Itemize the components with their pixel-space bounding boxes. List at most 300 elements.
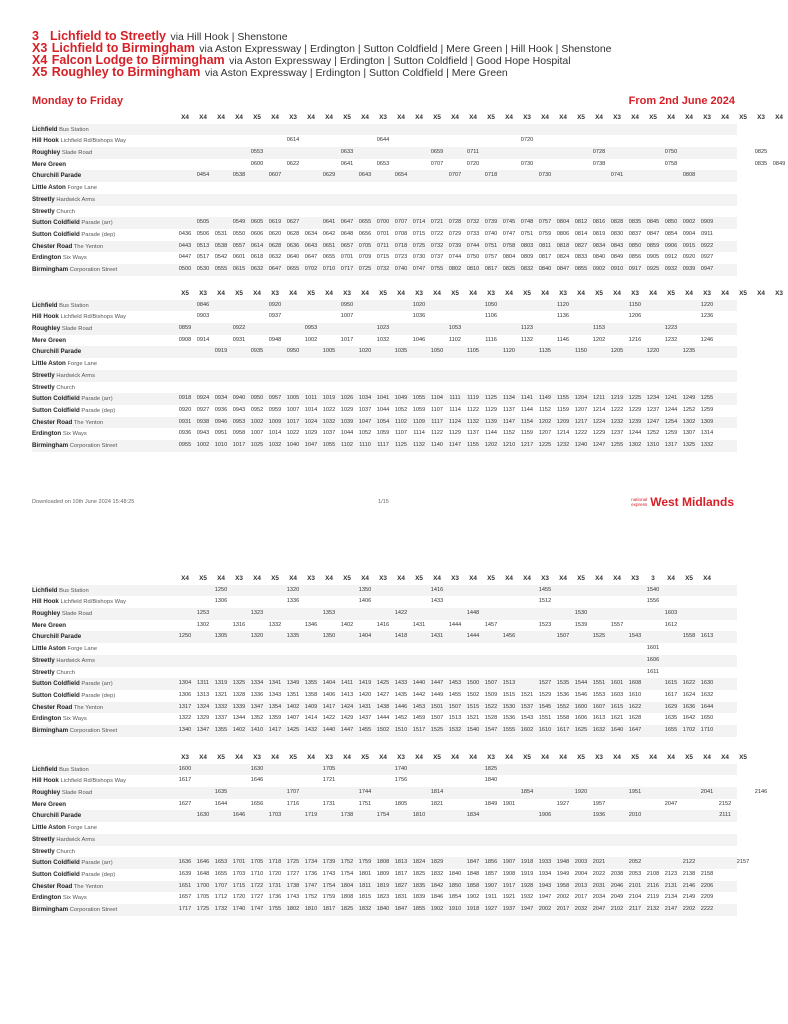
time-cell: 1814 xyxy=(430,789,444,796)
time-cell: 1934 xyxy=(538,870,552,877)
stop-sub-name: Slade Road xyxy=(61,790,93,797)
time-cell: 1137 xyxy=(502,406,516,413)
time-cell: 0748 xyxy=(520,219,534,226)
route-header-cell: X4 xyxy=(253,290,261,297)
route-header-cell: X5 xyxy=(577,575,585,582)
time-cell: 0506 xyxy=(196,230,210,237)
time-cell: 0943 xyxy=(196,430,210,437)
time-cell: 1229 xyxy=(628,406,642,413)
timetable-row xyxy=(32,194,737,206)
time-cell: 0747 xyxy=(502,230,516,237)
time-cell: 2108 xyxy=(646,870,660,877)
time-cell: 0628 xyxy=(268,242,282,249)
time-cell: 1447 xyxy=(430,680,444,687)
route-header-cell: X5 xyxy=(271,575,279,582)
route-header-cell: X5 xyxy=(343,114,351,121)
time-cell: 1635 xyxy=(214,789,228,796)
time-cell: 0817 xyxy=(538,254,552,261)
route-header-cell: X5 xyxy=(433,754,441,761)
time-cell: 0550 xyxy=(232,230,246,237)
time-cell: 1710 xyxy=(250,870,264,877)
time-cell: 1448 xyxy=(466,610,480,617)
time-cell: 0730 xyxy=(538,172,552,179)
time-cell: 1556 xyxy=(646,598,660,605)
time-cell: 1433 xyxy=(394,680,408,687)
time-cell: 1029 xyxy=(304,430,318,437)
time-cell: 1353 xyxy=(322,610,336,617)
time-cell: 1239 xyxy=(628,418,642,425)
stop-main-name: Erdington xyxy=(32,254,62,262)
time-cell: 1055 xyxy=(322,441,336,448)
time-cell: 1630 xyxy=(700,680,714,687)
time-cell: 2138 xyxy=(682,870,696,877)
time-cell: 1817 xyxy=(394,870,408,877)
time-cell: 0837 xyxy=(628,230,642,237)
time-cell: 1249 xyxy=(682,395,696,402)
stop-main-name: Sutton Coldfield xyxy=(32,680,80,688)
time-cell: 1420 xyxy=(358,691,372,698)
time-cell: 1040 xyxy=(286,441,300,448)
time-cell: 1404 xyxy=(322,680,336,687)
time-cell: 0714 xyxy=(412,219,426,226)
time-cell: 1615 xyxy=(610,703,624,710)
time-cell: 1032 xyxy=(322,418,336,425)
time-cell: 1433 xyxy=(430,598,444,605)
time-cell: 1352 xyxy=(250,715,264,722)
route-header-cell: X3 xyxy=(757,114,765,121)
time-cell: 1237 xyxy=(610,430,624,437)
time-cell: 0655 xyxy=(358,219,372,226)
time-cell: 1419 xyxy=(358,680,372,687)
time-cell: 0707 xyxy=(430,160,444,167)
time-cell: 1351 xyxy=(286,691,300,698)
timetable-row xyxy=(32,690,737,702)
route-header-cell: X4 xyxy=(541,290,549,297)
time-cell: 0847 xyxy=(556,265,570,272)
time-cell: 1125 xyxy=(484,395,498,402)
route-header-cell: X3 xyxy=(235,575,243,582)
time-cell: 1725 xyxy=(196,905,210,912)
stop-main-name: Streetly xyxy=(32,835,55,843)
time-cell: 1416 xyxy=(430,586,444,593)
time-cell: 0747 xyxy=(412,265,426,272)
stop-main-name: Roughley xyxy=(32,789,61,797)
time-cell: 0951 xyxy=(214,430,228,437)
time-cell: 1237 xyxy=(646,406,660,413)
time-cell: 1205 xyxy=(610,348,624,355)
stop-sub-name: Forge Lane xyxy=(67,825,98,832)
time-cell: 1246 xyxy=(700,336,714,343)
time-cell: 1710 xyxy=(700,726,714,733)
time-cell: 1446 xyxy=(394,703,408,710)
route-header-cell: X4 xyxy=(397,290,405,297)
time-cell: 0915 xyxy=(682,242,696,249)
time-cell: 0642 xyxy=(322,230,336,237)
timetable-table-2 xyxy=(32,288,783,452)
time-cell: 2017 xyxy=(556,905,570,912)
time-cell: 0607 xyxy=(268,172,282,179)
time-cell: 1359 xyxy=(268,715,282,722)
time-cell: 0849 xyxy=(610,254,624,261)
time-cell: 1102 xyxy=(394,418,408,425)
time-cell: 0531 xyxy=(214,230,228,237)
time-cell: 1927 xyxy=(556,800,570,807)
route-via: via Aston Expressway | Erdington | Sutton Coldfield | Mere Green xyxy=(204,67,508,79)
time-cell: 1943 xyxy=(538,882,552,889)
stop-sub-name: Six Ways xyxy=(62,431,87,438)
time-cell: 0615 xyxy=(232,265,246,272)
time-cell: 1727 xyxy=(250,894,264,901)
timetable-table-1 xyxy=(32,112,786,276)
time-cell: 1253 xyxy=(196,610,210,617)
time-cell: 0629 xyxy=(322,172,336,179)
time-cell: 0950 xyxy=(250,395,264,402)
stop-sub-name: Six Ways xyxy=(62,895,87,902)
route-name: Roughley to Birmingham xyxy=(51,65,201,79)
stop-main-name: Churchill Parade xyxy=(32,633,82,641)
time-cell: 1402 xyxy=(232,726,246,733)
time-cell: 1850 xyxy=(448,882,462,889)
route-header-cell: X4 xyxy=(361,575,369,582)
stop-sub-name: Corporation Street xyxy=(69,727,118,734)
time-cell: 0819 xyxy=(592,230,606,237)
time-cell: 1244 xyxy=(628,430,642,437)
time-cell: 1328 xyxy=(232,691,246,698)
time-cell: 0755 xyxy=(430,265,444,272)
time-cell: 0606 xyxy=(250,230,264,237)
time-cell: 1731 xyxy=(322,800,336,807)
time-cell: 0530 xyxy=(196,265,210,272)
time-cell: 1123 xyxy=(520,325,534,332)
time-cell: 1453 xyxy=(412,703,426,710)
time-cell: 1921 xyxy=(502,894,516,901)
time-cell: 0759 xyxy=(538,230,552,237)
time-cell: 1431 xyxy=(412,621,426,628)
time-cell: 1424 xyxy=(340,703,354,710)
route-header-cell: X4 xyxy=(541,754,549,761)
time-cell: 0850 xyxy=(628,242,642,249)
timetable-row xyxy=(32,311,737,323)
route-header-cell: X4 xyxy=(721,290,729,297)
stop-name xyxy=(32,904,117,917)
time-cell: 0937 xyxy=(268,313,282,320)
time-cell: 1543 xyxy=(520,715,534,722)
route-header-cell: X4 xyxy=(181,114,189,121)
time-cell: 2021 xyxy=(592,859,606,866)
time-cell: 0557 xyxy=(232,242,246,249)
time-cell: 1527 xyxy=(538,680,552,687)
route-header-cell: X4 xyxy=(397,575,405,582)
time-cell: 0632 xyxy=(250,265,264,272)
time-cell: 1007 xyxy=(250,430,264,437)
time-cell: 1947 xyxy=(538,894,552,901)
time-cell: 1204 xyxy=(574,395,588,402)
route-header-cell: X5 xyxy=(415,575,423,582)
time-cell: 0654 xyxy=(394,172,408,179)
time-cell: 1500 xyxy=(466,680,480,687)
time-cell: 1840 xyxy=(376,905,390,912)
route-header-cell: X5 xyxy=(649,114,657,121)
time-cell: 1323 xyxy=(250,610,264,617)
route-header-cell: X4 xyxy=(775,114,783,121)
route-header-row xyxy=(32,573,737,585)
time-cell: 1701 xyxy=(232,859,246,866)
route-header-cell: X4 xyxy=(217,290,225,297)
time-cell: 1255 xyxy=(700,395,714,402)
time-cell: 1907 xyxy=(484,882,498,889)
time-cell: 1135 xyxy=(538,348,552,355)
stop-main-name: Lichfield xyxy=(32,301,58,309)
time-cell: 1206 xyxy=(628,313,642,320)
timetable-row xyxy=(32,764,737,776)
stop-sub-name: Lichfield Rd/Bishops Way xyxy=(60,599,126,606)
time-cell: 1540 xyxy=(466,726,480,733)
stop-sub-name: Bus Station xyxy=(59,126,89,133)
time-cell: 1517 xyxy=(412,726,426,733)
time-cell: 1917 xyxy=(502,882,516,889)
time-cell: 1050 xyxy=(430,348,444,355)
route-header-cell: X4 xyxy=(289,290,297,297)
time-cell: 1039 xyxy=(340,418,354,425)
time-cell: 1725 xyxy=(286,859,300,866)
stop-main-name: Lichfield xyxy=(32,586,58,594)
timetable-row xyxy=(32,170,737,182)
time-cell: 2047 xyxy=(664,800,678,807)
time-cell: 1736 xyxy=(268,894,282,901)
time-cell: 1617 xyxy=(178,777,192,784)
stop-main-name: Churchill Parade xyxy=(32,348,82,356)
stop-sub-name: Six Ways xyxy=(62,255,87,262)
time-cell: 1651 xyxy=(178,882,192,889)
time-cell: 0806 xyxy=(556,230,570,237)
route-header-cell: X4 xyxy=(649,754,657,761)
time-cell: 1407 xyxy=(286,715,300,722)
time-cell: 2157 xyxy=(736,859,750,866)
time-cell: 1302 xyxy=(682,418,696,425)
time-cell: 1805 xyxy=(394,800,408,807)
route-header-cell: X4 xyxy=(433,575,441,582)
time-cell: 1755 xyxy=(268,905,282,912)
time-cell: 0825 xyxy=(754,149,768,156)
time-cell: 0622 xyxy=(286,160,300,167)
route-header-cell: X4 xyxy=(181,575,189,582)
time-cell: 2149 xyxy=(682,894,696,901)
time-cell: 1515 xyxy=(502,691,516,698)
time-cell: 1106 xyxy=(484,313,498,320)
time-cell: 1414 xyxy=(304,715,318,722)
route-header-row xyxy=(32,752,747,764)
time-cell: 1636 xyxy=(682,703,696,710)
time-cell: 2032 xyxy=(574,905,588,912)
route-header-cell: X5 xyxy=(253,114,261,121)
route-header-cell: 3 xyxy=(651,575,655,582)
time-cell: 1255 xyxy=(610,441,624,448)
route-header-cell: X3 xyxy=(559,290,567,297)
time-cell: 1302 xyxy=(628,441,642,448)
time-cell: 1455 xyxy=(358,726,372,733)
time-cell: 0653 xyxy=(376,160,390,167)
timetable-row xyxy=(32,417,737,429)
time-cell: 1738 xyxy=(286,882,300,889)
time-cell: 1244 xyxy=(664,406,678,413)
route-header-cell: X5 xyxy=(199,575,207,582)
time-cell: 0811 xyxy=(538,242,552,249)
time-cell: 2031 xyxy=(592,882,606,889)
stop-main-name: Lichfield xyxy=(32,125,58,133)
route-header-cell: X3 xyxy=(541,575,549,582)
route-header-cell: X3 xyxy=(271,290,279,297)
time-cell: 1834 xyxy=(466,812,480,819)
time-cell: 1320 xyxy=(250,633,264,640)
route-header-cell: X5 xyxy=(739,754,747,761)
stop-sub-name: Parade (dep) xyxy=(81,407,116,414)
route-header-cell: X4 xyxy=(721,754,729,761)
time-cell: 1402 xyxy=(286,703,300,710)
time-cell: 1532 xyxy=(448,726,462,733)
route-header-cell: X5 xyxy=(523,290,531,297)
time-cell: 2206 xyxy=(700,882,714,889)
time-cell: 2013 xyxy=(574,882,588,889)
stop-sub-name: Lichfield Rd/Bishops Way xyxy=(60,138,126,145)
time-cell: 1325 xyxy=(682,441,696,448)
time-cell: 0454 xyxy=(196,172,210,179)
stop-main-name: Mere Green xyxy=(32,160,67,168)
time-cell: 0739 xyxy=(448,242,462,249)
time-cell: 1646 xyxy=(250,777,264,784)
time-cell: 1808 xyxy=(340,894,354,901)
time-cell: 2152 xyxy=(718,800,732,807)
time-cell: 1521 xyxy=(466,715,480,722)
time-cell: 0818 xyxy=(556,242,570,249)
time-cell: 1317 xyxy=(664,441,678,448)
route-header-cell: X4 xyxy=(325,290,333,297)
time-cell: 0553 xyxy=(250,149,264,156)
time-cell: 1951 xyxy=(628,789,642,796)
time-cell: 0835 xyxy=(754,160,768,167)
time-cell: 1655 xyxy=(664,726,678,733)
time-cell: 1700 xyxy=(196,882,210,889)
time-cell: 0657 xyxy=(340,242,354,249)
timetable-row xyxy=(32,904,737,916)
route-header-cell: X5 xyxy=(487,114,495,121)
time-cell: 0620 xyxy=(268,230,282,237)
timetable-row xyxy=(32,702,737,714)
route-header-cell: X3 xyxy=(181,754,189,761)
time-cell: 0750 xyxy=(466,254,480,261)
time-cell: 1017 xyxy=(340,336,354,343)
route-header-cell: X3 xyxy=(595,754,603,761)
timetable-row xyxy=(32,799,737,811)
time-cell: 0902 xyxy=(592,265,606,272)
route-header-cell: X4 xyxy=(343,754,351,761)
time-cell: 0750 xyxy=(664,149,678,156)
time-cell: 1823 xyxy=(376,894,390,901)
time-cell: 1650 xyxy=(700,715,714,722)
time-cell: 1431 xyxy=(430,633,444,640)
time-cell: 1902 xyxy=(466,894,480,901)
route-header-cell: X4 xyxy=(451,754,459,761)
time-cell: 0802 xyxy=(448,265,462,272)
time-cell: 1810 xyxy=(412,812,426,819)
time-cell: 1743 xyxy=(322,870,336,877)
time-cell: 1756 xyxy=(394,777,408,784)
time-cell: 1829 xyxy=(430,859,444,866)
time-cell: 1132 xyxy=(412,441,426,448)
stop-sub-name: Bus Station xyxy=(59,766,89,773)
time-cell: 0723 xyxy=(394,254,408,261)
time-cell: 1047 xyxy=(358,418,372,425)
route-header-cell: X3 xyxy=(451,575,459,582)
time-cell: 0909 xyxy=(700,219,714,226)
stop-sub-name: Parade (arr) xyxy=(81,396,113,403)
national-express-west-midlands-logo xyxy=(631,494,734,510)
time-cell: 1452 xyxy=(394,715,408,722)
time-cell: 1752 xyxy=(340,859,354,866)
route-header-cell: X4 xyxy=(397,114,405,121)
time-cell: 1825 xyxy=(484,765,498,772)
time-cell: 1639 xyxy=(178,870,192,877)
time-cell: 1232 xyxy=(610,418,624,425)
time-cell: 1110 xyxy=(359,441,371,448)
time-cell: 0812 xyxy=(574,219,588,226)
time-cell: 0517 xyxy=(196,254,210,261)
time-cell: 1557 xyxy=(610,621,624,628)
time-cell: 1234 xyxy=(646,395,660,402)
route-number: X5 xyxy=(32,65,48,79)
time-cell: 1014 xyxy=(304,406,318,413)
time-cell: 1219 xyxy=(610,395,624,402)
time-cell: 1010 xyxy=(214,441,228,448)
time-cell: 1657 xyxy=(178,894,192,901)
time-cell: 1731 xyxy=(268,882,282,889)
time-cell: 0835 xyxy=(628,219,642,226)
time-cell: 1346 xyxy=(304,621,318,628)
time-cell: 1222 xyxy=(610,406,624,413)
time-cell: 0757 xyxy=(484,254,498,261)
time-cell: 1444 xyxy=(376,715,390,722)
time-cell: 2046 xyxy=(610,882,624,889)
time-cell: 0854 xyxy=(664,230,678,237)
time-cell: 0542 xyxy=(214,254,228,261)
time-cell: 1736 xyxy=(304,870,318,877)
time-cell: 1528 xyxy=(484,715,498,722)
route-header-cell: X5 xyxy=(685,754,693,761)
time-cell: 1636 xyxy=(178,859,192,866)
time-cell: 1209 xyxy=(556,418,570,425)
time-cell: 1632 xyxy=(700,691,714,698)
time-cell: 1102 xyxy=(340,441,354,448)
route-header-cell: X4 xyxy=(361,114,369,121)
time-cell: 2053 xyxy=(628,870,642,877)
time-cell: 1928 xyxy=(520,882,534,889)
time-cell: 1918 xyxy=(520,859,534,866)
stop-main-name: Birmingham xyxy=(32,905,69,913)
time-cell: 1502 xyxy=(466,691,480,698)
time-cell: 1409 xyxy=(304,703,318,710)
route-header-cell: X4 xyxy=(271,114,279,121)
time-cell: 1732 xyxy=(214,905,228,912)
time-cell: 1132 xyxy=(466,418,480,425)
timetable-row xyxy=(32,124,737,136)
time-cell: 1146 xyxy=(556,336,570,343)
time-cell: 0641 xyxy=(340,160,354,167)
time-cell: 1920 xyxy=(574,789,588,796)
time-cell: 1522 xyxy=(484,703,498,710)
route-header-cell: X4 xyxy=(667,575,675,582)
timetable-row xyxy=(32,596,737,608)
time-cell: 1455 xyxy=(538,586,552,593)
time-cell: 1642 xyxy=(682,715,696,722)
